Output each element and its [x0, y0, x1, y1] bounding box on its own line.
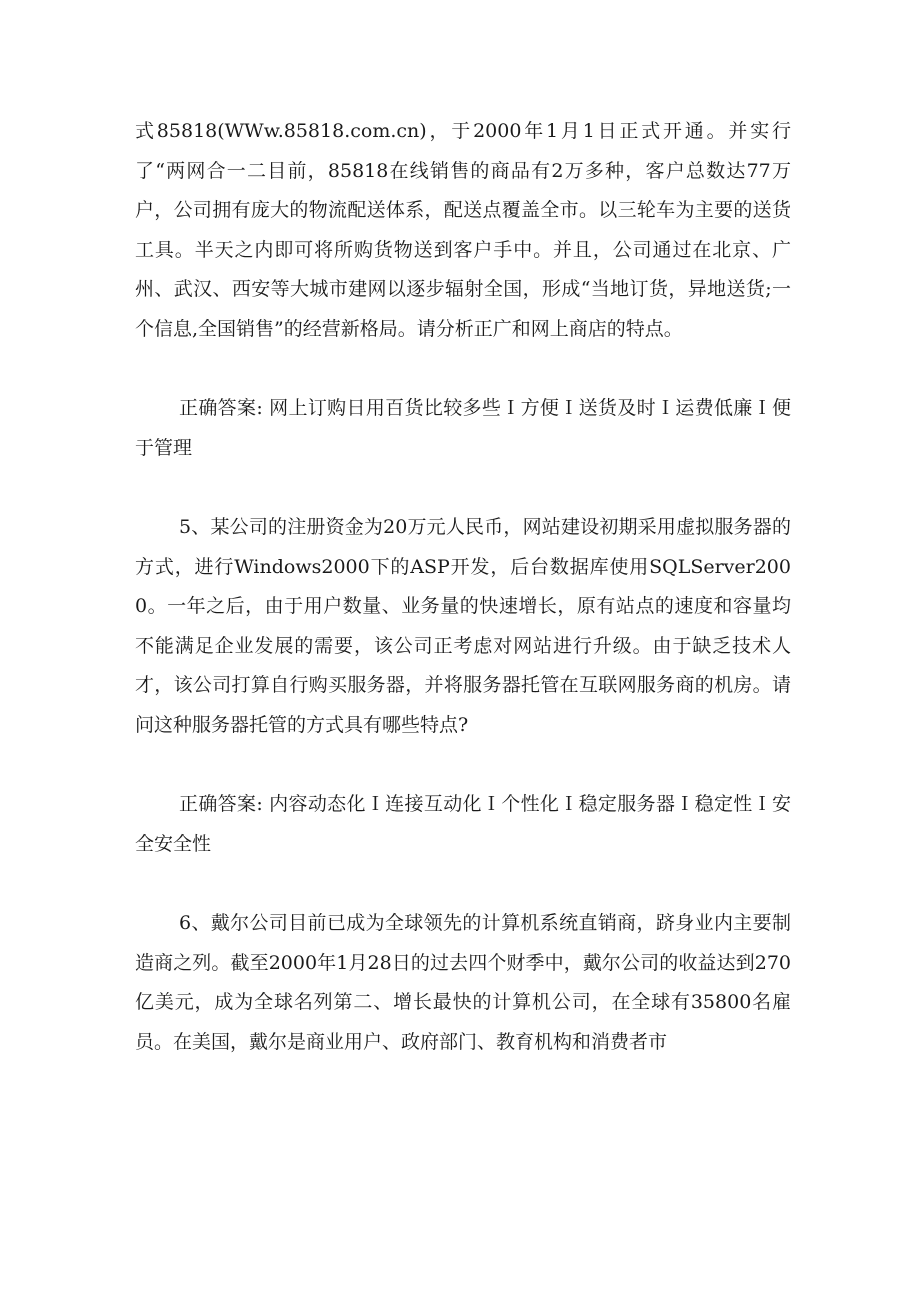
question-5-paragraph: 5、某公司的注册资金为20万元人民币，网站建设初期采用虚拟服务器的方式，进行Windows2000下的ASP开发，后台数据库使用SQLServer2000。一年之后，由于用户数量、业务量的快速增长，原有站点的速度和容量均不能满足企业发展的需要，该公司正考虑对网站进行升级。由于缺乏技术人才，该公司打算自行购买服务器，并将服务器托管在互联网服务商的机房。请问这种服务器托管的方式具有哪些特点? [135, 516, 791, 736]
answer-4-paragraph: 正确答案: 网上订购日用百货比较多些Ｉ方便Ｉ送货及时Ｉ运费低廉Ｉ便于管理 [135, 397, 791, 459]
question-4-continued-paragraph: 式85818(WWw.85818.com.cn)，于2000年1月1日正式开通。并实行了“两网合一二目前，85818在线销售的商品有2万多种，客户总数达77万户，公司拥有庞大的物流配送体系，配送点覆盖全市。以三轮车为主要的送货工具。半天之内即可将所购货物送到客户手中。并且，公司通过在北京、广州、武汉、西安等大城市建网以逐步辐射全国，形成“当地订货，异地送货;一个信息,全国销售”的经营新格局。请分析正广和网上商店的特点。 [135, 120, 791, 340]
question-6-paragraph: 6、戴尔公司目前已成为全球领先的计算机系统直销商，跻身业内主要制造商之列。截至2000年1月28日的过去四个财季中，戴尔公司的收益达到270亿美元，成为全球名列第二、增长最快的计算机公司，在全球有35800名雇员。在美国，戴尔是商业用户、政府部门、教育机构和消费者市 [135, 912, 791, 1053]
answer-5-paragraph: 正确答案: 内容动态化Ｉ连接互动化Ｉ个性化Ｉ稳定服务器Ｉ稳定性Ｉ安全安全性 [135, 793, 791, 855]
document-page [135, 112, 791, 1062]
